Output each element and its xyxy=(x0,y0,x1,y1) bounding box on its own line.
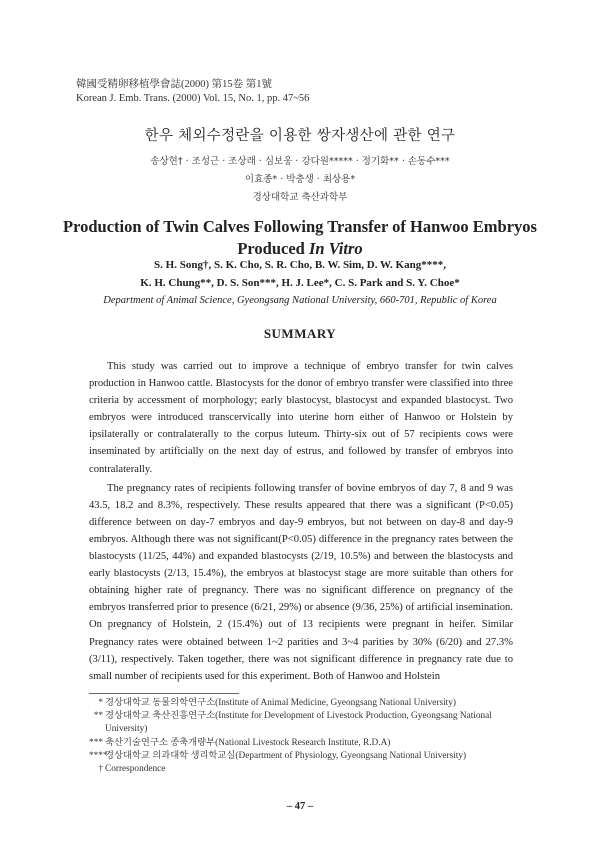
footnote-text: 경상대학교 동물의학연구소(Institute of Animal Medicine, Gyeongsang National University) xyxy=(105,698,456,708)
journal-header xyxy=(76,78,516,106)
footnote-mark: ** xyxy=(93,711,103,722)
footnote-mark: * xyxy=(98,698,103,708)
english-title-line2 xyxy=(0,238,600,260)
english-title-italic: In Vitro xyxy=(308,239,363,258)
summary-heading: SUMMARY xyxy=(263,326,337,341)
footnote-mark: *** xyxy=(89,737,103,748)
english-title-line1: Production of Twin Calves Following Transfer of Hanwoo Embryos xyxy=(63,217,537,236)
footnote-text: 축산기술연구소 종축개량부(National Livestock Research Institute, R.D.A) xyxy=(105,737,391,748)
footnotes xyxy=(89,697,521,776)
footnote xyxy=(89,697,521,710)
footnote xyxy=(89,737,521,750)
korean-authors-line2: 이효종* · 박충생 · 최상용* xyxy=(244,174,356,185)
korean-authors-line1: 송상현† · 조성근 · 조상래 · 심보웅 · 강다원***** · 정기화** · 손동수*** xyxy=(150,156,450,167)
korean-institution: 경상대학교 축산과학부 xyxy=(252,192,348,203)
journal-citation-korean: 韓國受精卵移植學會誌(2000) 第15卷 第1號 xyxy=(76,79,272,90)
page-number: – 47 – xyxy=(286,801,314,812)
english-title xyxy=(0,216,600,260)
summary-paragraph-2: The pregnancy rates of recipients following transfer of bovine embryos of day 7, 8 and 9 was 43.5, 18.2 and 8.3%, respectively. These results appeared that there was a significant (P<0.05) difference between on day-7 embryos and day-9 embryos, but not between on day-8 and day-9 embryos. Although there was not significant(P<0.05) difference in the pregnancy rates between the blastocysts (11/25, 44%) and expanded blastocysts (2/19, 10.5%) and between the blastocysts and early blastocysts (2/13, 15.4%), the embryos at blastocyst stage are more suitable than others for obtaining higher rate of pregnancy. There was no significant difference on pregnancy of the embryos transferred prior to presence (6/21, 29%) or absence (9/36, 25%) of artificial insemination. On pregnancy of Holstein, 2 (15.4%) out of 13 recipients were pregnant in heifer. Similar Pregnancy rates were obtained between 1~2 parities and 3~4 parities by 30% (6/20) and 27.3%(3/11), respectively. Taken together, there was not significant difference in pregnancy rate due to small number of recipients used for this experiment. Both of Hanwoo and Holstein xyxy=(89,482,513,682)
journal-citation-english: Korean J. Emb. Trans. (2000) Vol. 15, No. 1, pp. 47~56 xyxy=(76,93,310,104)
footnote xyxy=(89,763,521,776)
summary-paragraph-1: This study was carried out to improve a technique of embryo transfer for twin calves production in Hanwoo cattle. Blastocysts for the donor of embryo transfer were classified into three criteria by accessment of morphology; early blastocyst, blastocyst and expanded blastocyst. Two embryos were introduced transcervically into uterine horn either of Hanwoo or Holstein by ipsilaterally or contralaterally to the corpus luteum. Thirty-six out of 57 recipients cows were inseminated by artificially on the next day of estrus, and followed by transfer of embryos into contralaterally. xyxy=(89,361,513,475)
korean-title: 한우 체외수정란을 이용한 쌍자생산에 관한 연구 xyxy=(144,128,456,144)
summary-body xyxy=(89,358,513,685)
footnote-rule xyxy=(89,693,239,694)
english-authors-line2: K. H. Chung**, D. S. Son***, H. J. Lee*, C. S. Park and S. Y. Choe* xyxy=(140,277,460,289)
footnote-text: Correspondence xyxy=(105,764,166,775)
footnote xyxy=(89,710,521,736)
affiliation: Department of Animal Science, Gyeongsang National University, 660-701, Republic of Korea xyxy=(103,295,497,306)
footnote-text: 경상대학교 의과대학 생리학교실(Department of Physiology, Gyeongsang National University) xyxy=(105,750,467,761)
footnote-mark: **** xyxy=(89,750,108,761)
footnote-text: 경상대학교 축산진흥연구소(Institute for Development of Livestock Production, Gyeongsang National University) xyxy=(105,711,492,735)
footnote-mark: † xyxy=(98,764,103,775)
footnote xyxy=(89,750,521,763)
english-title-line2-prefix: Produced xyxy=(237,239,309,258)
english-authors-line1: S. H. Song†, S. K. Cho, S. R. Cho, B. W. Sim, D. W. Kang****, xyxy=(154,259,446,271)
